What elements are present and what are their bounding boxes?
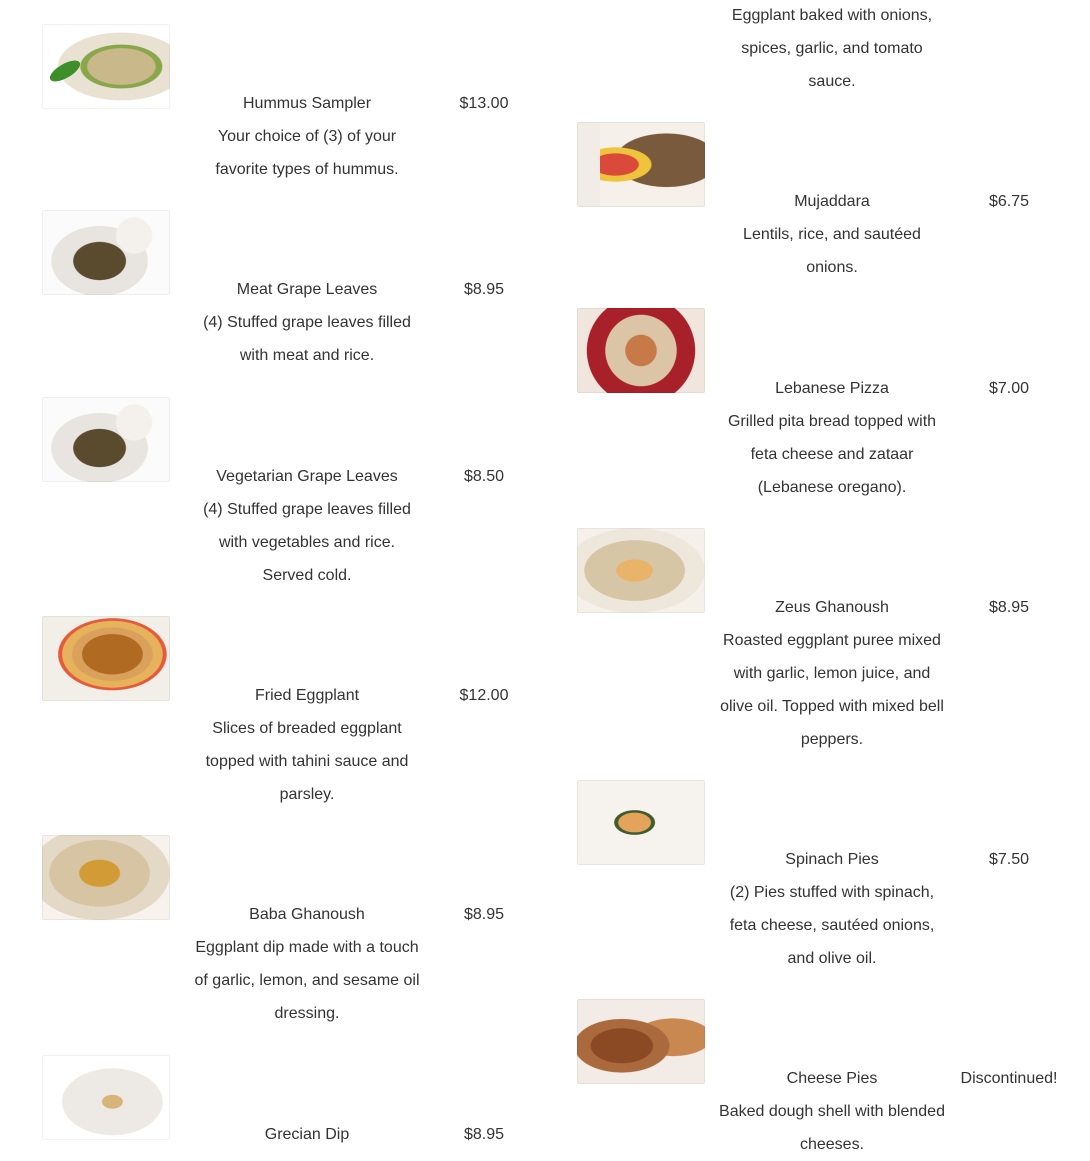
item-name: Baba Ghanoush: [249, 906, 365, 923]
item-description: Your choice of (3) of your favorite types of hummus.: [215, 128, 399, 178]
baba-ghanoush-image[interactable]: [42, 835, 170, 920]
item-name: Vegetarian Grape Leaves: [216, 468, 398, 485]
item-description: Slices of breaded eggplant topped with tahini sauce and parsley.: [205, 720, 409, 803]
item-description: (4) Stuffed grape leaves filled with meat and rice.: [203, 314, 411, 364]
item-name: Hummus Sampler: [242, 95, 372, 112]
item-price: $8.95: [463, 281, 505, 298]
item-price: Discontinued!: [960, 1070, 1058, 1087]
item-price: $8.95: [988, 599, 1030, 616]
item-description: Eggplant dip made with a touch of garlic, lemon, and sesame oil dressing.: [194, 939, 420, 1022]
item-price: $8.95: [463, 1126, 505, 1143]
item-description: Lentils, rice, and sautéed onions.: [743, 226, 921, 276]
spinach-pies-image[interactable]: [577, 780, 705, 865]
zeus-ghanoush-image[interactable]: [577, 528, 705, 613]
meat-grape-leaves-image[interactable]: [42, 210, 170, 295]
item-price: $8.50: [463, 468, 505, 485]
item-price: $8.95: [463, 906, 505, 923]
item-description: (2) Pies stuffed with spinach, feta cheese, sautéed onions, and olive oil.: [729, 884, 935, 967]
item-description: Grilled pita bread topped with feta cheese and zataar (Lebanese oregano).: [727, 413, 937, 496]
item-name: Spinach Pies: [785, 851, 879, 868]
item-description: Baked dough shell with blended cheeses.: [719, 1103, 945, 1153]
item-description: Roasted eggplant puree mixed with garlic, lemon juice, and olive oil. Topped with mixed bell peppers.: [720, 632, 944, 748]
item-price: $6.75: [988, 193, 1030, 210]
item-price: $13.00: [459, 95, 509, 112]
vegetarian-grape-leaves-image[interactable]: [42, 397, 170, 482]
fried-eggplant-image[interactable]: [42, 616, 170, 701]
item-name: Zeus Ghanoush: [775, 599, 889, 616]
cheese-pies-image[interactable]: [577, 999, 705, 1084]
item-name: Lebanese Pizza: [775, 380, 889, 397]
item-name: Fried Eggplant: [254, 687, 360, 704]
item-name: Grecian Dip: [264, 1126, 350, 1143]
grecian-dip-image[interactable]: [42, 1055, 170, 1140]
item-price: $12.00: [459, 687, 509, 704]
item-name: Meat Grape Leaves: [236, 281, 378, 298]
mujaddara-image[interactable]: [577, 122, 705, 207]
item-description: Eggplant baked with onions, spices, garlic, and tomato sauce.: [731, 7, 933, 90]
lebanese-pizza-image[interactable]: [577, 308, 705, 393]
item-description: (4) Stuffed grape leaves filled with vegetables and rice. Served cold.: [203, 501, 411, 584]
item-name: Mujaddara: [794, 193, 870, 210]
item-price: $7.50: [988, 851, 1030, 868]
hummus-sampler-image[interactable]: [42, 24, 170, 109]
item-name: Cheese Pies: [786, 1070, 878, 1087]
item-price: $7.00: [988, 380, 1030, 397]
